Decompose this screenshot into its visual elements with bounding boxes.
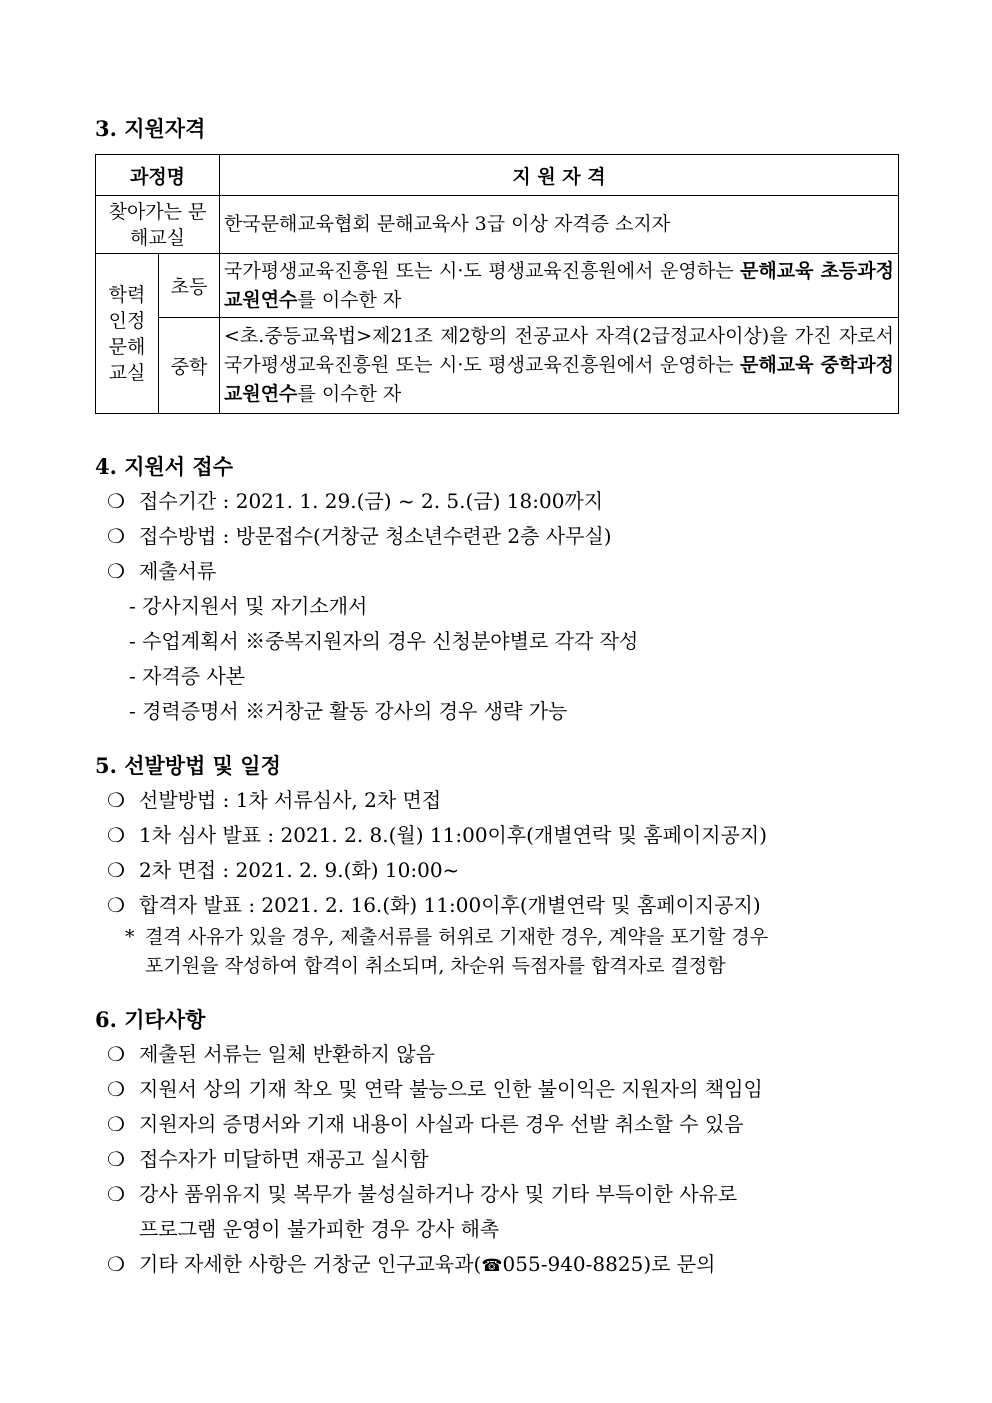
table-row	[96, 196, 899, 254]
asterisk-mark: *	[125, 926, 135, 948]
circle-bullet-icon: ❍	[107, 1077, 125, 1101]
course-group-accredited: 학력 인정 문해 교실	[96, 254, 159, 414]
circle-bullet-icon: ❍	[107, 893, 125, 917]
circle-bullet-icon: ❍	[107, 489, 125, 513]
qualification-middle	[220, 318, 899, 414]
level-middle: 중학	[159, 318, 220, 414]
list-item	[95, 888, 900, 923]
circle-bullet-icon: ❍	[107, 559, 125, 583]
list-item	[95, 818, 900, 853]
contact-phone: 055-940-8825	[502, 1252, 644, 1276]
note-line-1: 결격 사유가 있을 경우, 제출서류를 허위로 기재한 경우, 계약을 포기할 경우	[145, 926, 769, 948]
list-item	[95, 519, 900, 554]
list-item	[95, 1037, 900, 1072]
doc-item: - 경력증명서 ※거창군 활동 강사의 경우 생략 가능	[129, 699, 568, 723]
header-course: 과정명	[96, 155, 220, 196]
circle-bullet-icon: ❍	[107, 1042, 125, 1066]
circle-bullet-icon: ❍	[107, 1252, 125, 1276]
circle-bullet-icon: ❍	[107, 788, 125, 812]
list-item	[95, 1142, 900, 1177]
list-item	[95, 1177, 900, 1212]
note-line-2: 포기원을 작성하여 합격이 취소되며, 차순위 득점자를 합격자로 결정함	[145, 955, 726, 977]
circle-bullet-icon: ❍	[107, 1182, 125, 1206]
list-item	[95, 554, 900, 589]
table-row	[96, 254, 899, 318]
table-header-row	[96, 155, 899, 196]
circle-bullet-icon: ❍	[107, 823, 125, 847]
circle-bullet-icon: ❍	[107, 1112, 125, 1136]
misc-item: 지원자의 증명서와 기재 내용이 사실과 다른 경우 선발 취소할 수 있음	[139, 1112, 744, 1136]
required-docs: 제출서류	[139, 559, 217, 583]
list-item	[95, 484, 900, 519]
doc-item: - 자격증 사본	[129, 664, 246, 688]
header-qualification: 지 원 자 격	[220, 155, 899, 196]
qualification-visiting: 한국문해교육협회 문해교육사 3급 이상 자격증 소지자	[220, 196, 899, 254]
qual-elem-tail: 를 이수한 자	[297, 288, 402, 311]
contact-post: )로 문의	[643, 1252, 716, 1276]
misc-item: 강사 품위유지 및 복무가 불성실하거나 강사 및 기타 부득이한 사유로	[139, 1182, 738, 1206]
misc-item: 제출된 서류는 일체 반환하지 않음	[139, 1042, 435, 1066]
receipt-period: 접수기간 : 2021. 1. 29.(금) ~ 2. 5.(금) 18:00까지	[139, 489, 604, 513]
circle-bullet-icon: ❍	[107, 524, 125, 548]
list-item	[95, 1247, 900, 1282]
qualification-elementary	[220, 254, 899, 318]
section-4-title: 4. 지원서 접수	[95, 454, 233, 479]
circle-bullet-icon: ❍	[107, 858, 125, 882]
section-3-title: 3. 지원자격	[95, 116, 206, 141]
qual-mid-tail: 를 이수한 자	[297, 383, 402, 405]
document-page	[95, 112, 900, 1282]
misc-item: 접수자가 미달하면 재공고 실시함	[139, 1147, 429, 1171]
circle-bullet-icon: ❍	[107, 1147, 125, 1171]
qual-elem-text: 국가평생교육진흥원 또는 시·도 평생교육진흥원에서 운영하는	[224, 259, 741, 282]
list-item	[95, 1107, 900, 1142]
receipt-method: 접수방법 : 방문접수(거창군 청소년수련관 2층 사무실)	[139, 524, 612, 548]
phone-icon: ☎	[481, 1256, 503, 1276]
doc-item: - 수업계획서 ※중복지원자의 경우 신청분야별로 각각 작성	[129, 629, 639, 653]
disqualification-note	[95, 923, 900, 981]
list-item	[95, 783, 900, 818]
list-item	[95, 1072, 900, 1107]
final-result: 합격자 발표 : 2021. 2. 16.(화) 11:00이후(개별연락 및 홈페이지공지)	[139, 893, 761, 917]
table-row	[96, 318, 899, 414]
section-6-title: 6. 기타사항	[95, 1007, 206, 1032]
section-5-title: 5. 선발방법 및 일정	[95, 753, 281, 778]
qualification-table	[95, 154, 899, 414]
misc-item: 지원서 상의 기재 착오 및 연락 불능으로 인한 불이익은 지원자의 책임임	[139, 1077, 763, 1101]
level-elementary: 초등	[159, 254, 220, 318]
contact-pre: 기타 자세한 사항은 거창군 인구교육과(	[139, 1252, 482, 1276]
list-item	[95, 853, 900, 888]
first-result: 1차 심사 발표 : 2021. 2. 8.(월) 11:00이후(개별연락 및 홈페이지공지)	[139, 823, 768, 847]
qual-mid-bold: 문해교육 중학과정 교원연수	[224, 354, 894, 405]
course-name-visiting: 찾아가는 문해교실	[96, 196, 220, 254]
second-interview: 2차 면접 : 2021. 2. 9.(화) 10:00~	[139, 858, 460, 882]
selection-method: 선발방법 : 1차 서류심사, 2차 면접	[139, 788, 442, 812]
misc-item-continued: 프로그램 운영이 불가피한 경우 강사 해촉	[139, 1217, 500, 1241]
qual-mid-text: <초.중등교육법>제21조 제2항의 전공교사 자격(2급정교사이상)을 가진 자로서 국가평생교육진흥원 또는 시·도 평생교육진흥원에서 운영하는	[224, 325, 894, 376]
doc-item: - 강사지원서 및 자기소개서	[129, 594, 368, 618]
qual-elem-bold: 문해교육 초등과정 교원연수	[224, 259, 894, 311]
